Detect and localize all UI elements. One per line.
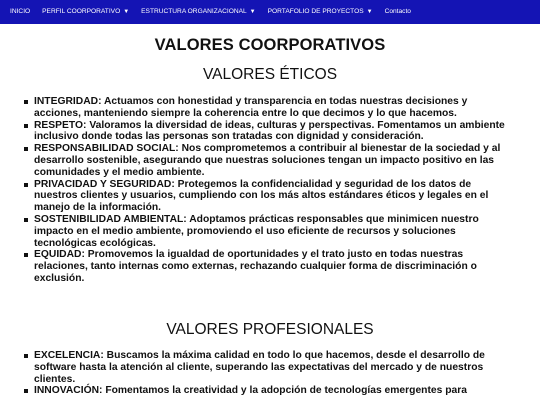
- caret-down-icon: ▼: [123, 9, 130, 15]
- value-term: INNOVACIÓN:: [34, 385, 103, 397]
- value-term: INTEGRIDAD:: [34, 96, 102, 107]
- bullet-icon: [24, 218, 28, 222]
- top-navbar: [0, 0, 540, 24]
- nav-item-label: INICIO: [10, 8, 31, 15]
- value-term: RESPETO:: [34, 119, 87, 131]
- bullet-icon: [24, 253, 28, 257]
- list-item: [24, 143, 514, 178]
- nav-item-portafolio-proyectos[interactable]: [262, 0, 379, 24]
- list-item: [24, 96, 514, 120]
- profesionales-list: [24, 350, 514, 397]
- nav-item-perfil-corporativo[interactable]: [36, 0, 135, 24]
- value-description: Promovemos la igualdad de oportunidades y el trato justo en todas nuestras relaciones, tanto internas como externas, rechazando cualquier forma de discriminación o exclusión.: [34, 249, 477, 284]
- caret-down-icon: ▼: [249, 9, 256, 15]
- value-description: Nos comprometemos a contribuir al bienestar de la sociedad y al desarrollo sostenible, asegurando que nuestras soluciones tengan un impacto positivo en las comunidades y el medio ambiente.: [34, 143, 501, 178]
- value-description: Buscamos la máxima calidad en todo lo que hacemos, desde el desarrollo de software hasta la atención al cliente, superando las expectativas del mercado y de nuestros clientes.: [34, 350, 485, 385]
- bullet-icon: [24, 124, 28, 128]
- list-item: [24, 350, 514, 385]
- nav-item-estructura-organizacional[interactable]: [135, 0, 261, 24]
- value-description: Protegemos la confidencialidad y seguridad de los datos de nuestros clientes y usuarios, cumpliendo con los más altos estándares éticos y legales en el manejo de la información.: [34, 178, 489, 214]
- list-item: [24, 214, 514, 249]
- bullet-icon: [24, 147, 28, 151]
- list-item: [24, 120, 514, 144]
- value-term: EXCELENCIA:: [34, 350, 104, 361]
- bullet-icon: [24, 100, 28, 104]
- nav-item-label: PERFIL COORPORATIVO: [42, 8, 121, 15]
- nav-item-label: ESTRUCTURA ORGANIZACIONAL: [141, 8, 247, 15]
- value-term: SOSTENIBILIDAD AMBIENTAL:: [34, 213, 187, 225]
- bullet-icon: [24, 354, 28, 358]
- nav-item-label: Contacto: [384, 8, 411, 15]
- value-description: Valoramos la diversidad de ideas, culturas y perspectivas. Fomentamos un ambiente inclusivo donde todas las personas son tratadas con dignidad y consideración.: [34, 119, 505, 143]
- bullet-icon: [24, 389, 28, 393]
- value-term: RESPONSABILIDAD SOCIAL:: [34, 143, 179, 155]
- bullet-icon: [24, 183, 28, 187]
- value-description: Adoptamos prácticas responsables que minimicen nuestro impacto en el medio ambiente, promoviendo el uso eficiente de recursos y soluciones tecnológicas ecológicas.: [34, 213, 479, 249]
- eticos-list: [24, 96, 514, 285]
- value-term: EQUIDAD:: [34, 249, 85, 261]
- page-title: VALORES COORPORATIVOS: [154, 36, 386, 54]
- nav-item-contacto[interactable]: [379, 0, 417, 24]
- list-item: [24, 179, 514, 214]
- list-item: [24, 385, 514, 397]
- value-description: Fomentamos la creatividad y la adopción de tecnologías emergentes para: [102, 385, 467, 397]
- section-heading-profesionales: VALORES PROFESIONALES: [166, 321, 374, 338]
- list-item: [24, 249, 514, 284]
- nav-item-inicio[interactable]: [0, 0, 36, 24]
- section-heading-eticos: VALORES ÉTICOS: [202, 66, 338, 83]
- caret-down-icon: ▼: [366, 9, 373, 15]
- value-term: PRIVACIDAD Y SEGURIDAD:: [34, 178, 175, 190]
- value-description: Actuamos con honestidad y transparencia en todas nuestras decisiones y acciones, manteniendo siempre la coherencia entre lo que decimos y lo que hacemos.: [34, 96, 468, 119]
- nav-item-label: PORTAFOLIO DE PROYECTOS: [267, 8, 364, 15]
